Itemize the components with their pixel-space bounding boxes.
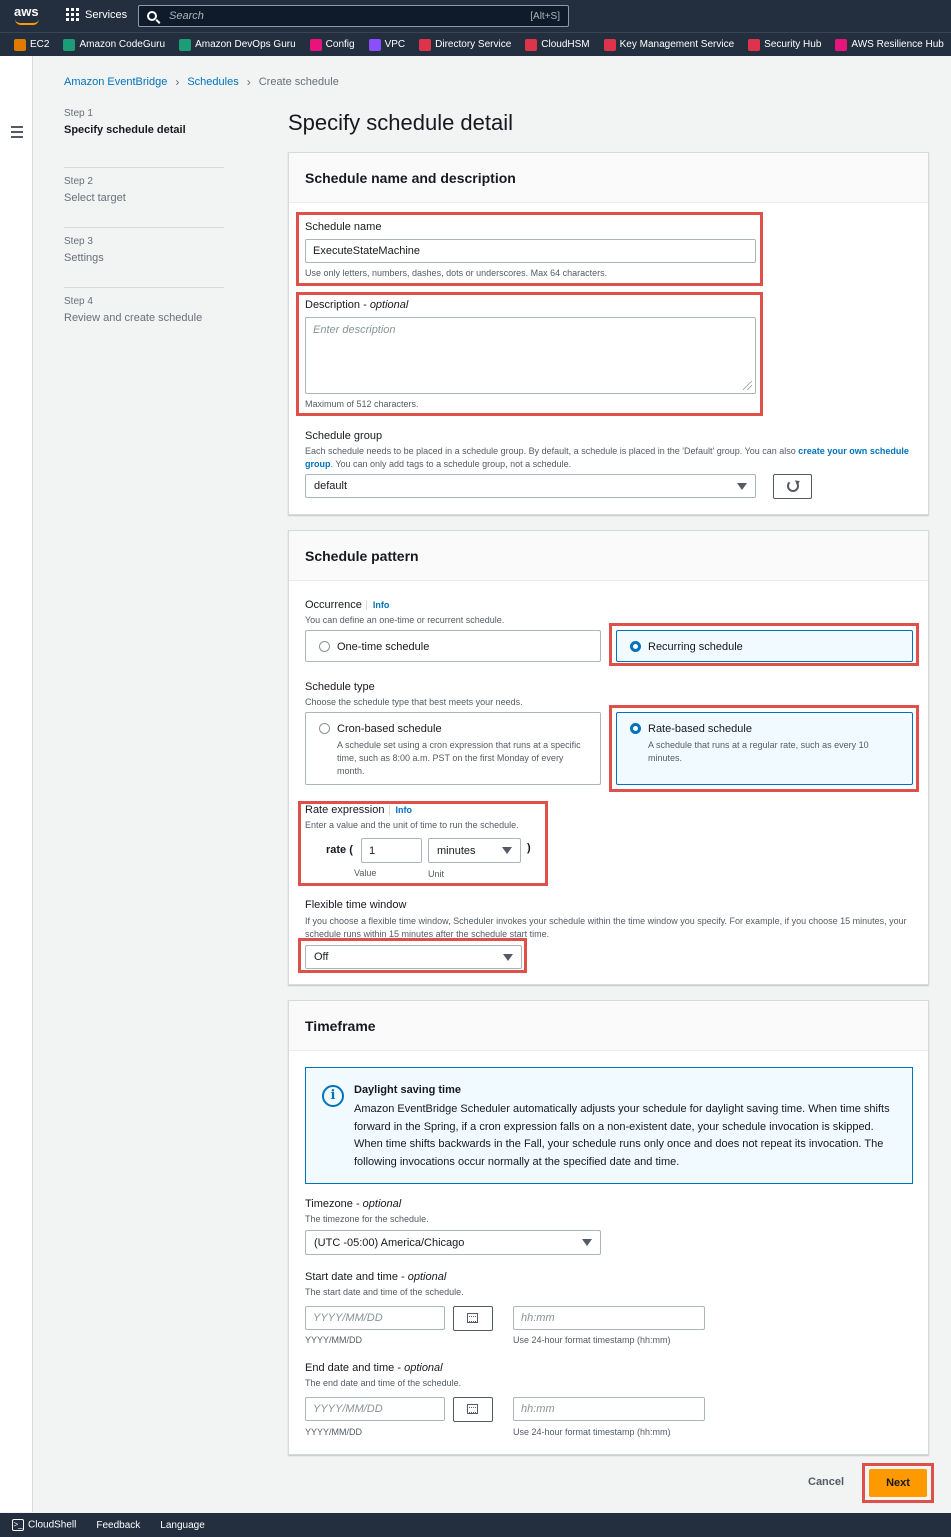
side-navigation-rail	[0, 56, 33, 1512]
schedule-type-hint: Choose the schedule type that best meets your needs.	[305, 697, 523, 707]
cloudshell-button[interactable]	[12, 1519, 76, 1531]
rate-expression-hint: Enter a value and the unit of time to run the schedule.	[305, 820, 519, 830]
end-time-input[interactable]: hh:mm	[513, 1397, 705, 1421]
end-calendar-button[interactable]	[453, 1397, 493, 1422]
rate-expression-label-text: Rate expression	[305, 804, 385, 816]
search-icon	[147, 11, 157, 21]
radio-button[interactable]	[319, 641, 330, 652]
favorite-label: Config	[325, 39, 355, 50]
step-label: Specify schedule detail	[64, 124, 186, 136]
rate-close-paren: )	[527, 842, 531, 854]
optional-tag: optional	[369, 299, 409, 311]
description-label: Description - optional	[305, 299, 409, 311]
panel-title: Schedule pattern	[289, 531, 928, 581]
favorite-item[interactable]	[369, 39, 406, 51]
favorite-label: EC2	[30, 39, 50, 50]
top-navigation	[0, 0, 951, 32]
service-icon	[63, 39, 75, 51]
service-icon	[14, 39, 26, 51]
cron-based-option[interactable]	[305, 712, 601, 785]
service-icon	[604, 39, 616, 51]
step-label: Select target	[64, 192, 126, 204]
service-icon	[310, 39, 322, 51]
rate-info-link[interactable]: Info	[389, 805, 413, 815]
rate-value-input[interactable]: 1	[361, 838, 422, 863]
refresh-icon	[787, 480, 799, 492]
occurrence-info-link[interactable]: Info	[366, 600, 390, 610]
time-caption: Use 24-hour format timestamp (hh:mm)	[513, 1335, 671, 1345]
rate-unit-select[interactable]	[428, 838, 521, 863]
breadcrumb	[64, 75, 339, 89]
favorite-item[interactable]	[179, 39, 296, 51]
aws-logo-text: aws	[14, 4, 39, 19]
favorite-item[interactable]	[63, 39, 165, 51]
favorite-label: Key Management Service	[619, 39, 735, 50]
services-menu[interactable]	[66, 8, 127, 21]
chevron-right-icon: ›	[246, 75, 251, 89]
step-label: Review and create schedule	[64, 312, 203, 324]
step-label: Settings	[64, 252, 104, 264]
start-date-label: Start date and time - optional	[305, 1271, 447, 1283]
timeframe-panel	[288, 1000, 929, 1455]
occurrence-hint: You can define an one-time or recurrent schedule.	[305, 615, 505, 625]
start-time-input[interactable]: hh:mm	[513, 1306, 705, 1330]
ftw-value: Off	[314, 951, 329, 963]
schedule-group-label: Schedule group	[305, 430, 383, 442]
timezone-hint: The timezone for the schedule.	[305, 1214, 429, 1224]
favorite-label: Amazon CodeGuru	[79, 39, 166, 50]
caret-down-icon	[737, 483, 747, 490]
language-link[interactable]: Language	[160, 1519, 205, 1531]
search-input[interactable]	[138, 5, 569, 27]
optional-tag: optional	[407, 1271, 447, 1283]
terminal-icon: >_	[13, 1520, 23, 1529]
alert-title: Daylight saving time	[354, 1084, 461, 1096]
recurring-schedule-option[interactable]	[616, 630, 913, 662]
schedule-name-panel	[288, 152, 929, 515]
breadcrumb-eventbridge[interactable]: Amazon EventBridge	[64, 76, 168, 88]
option-label: Cron-based schedule	[337, 723, 442, 735]
favorite-item[interactable]	[419, 39, 511, 51]
description-placeholder: Enter description	[313, 324, 396, 336]
grid-icon	[66, 8, 79, 21]
cloudshell-label: CloudShell	[28, 1519, 77, 1531]
services-label: Services	[85, 8, 128, 21]
favorites-bar	[0, 32, 951, 56]
option-label: Recurring schedule	[648, 641, 743, 653]
end-date-input[interactable]: YYYY/MM/DD	[305, 1397, 445, 1421]
info-icon: i	[322, 1085, 344, 1107]
rate-unit-value: minutes	[437, 844, 476, 857]
time-caption: Use 24-hour format timestamp (hh:mm)	[513, 1427, 671, 1437]
favorite-item[interactable]	[525, 39, 589, 51]
page-title: Specify schedule detail	[288, 110, 514, 135]
favorite-label: Amazon DevOps Guru	[195, 39, 296, 50]
step-4	[64, 288, 224, 348]
hint-text: Each schedule needs to be placed in a schedule group. By default, a schedule is placed in the 'Default' group. You can also	[305, 446, 799, 456]
unit-caption: Unit	[428, 869, 445, 879]
rate-open-paren: rate (	[326, 844, 353, 856]
flexible-time-window-hint: If you choose a flexible time window, Scheduler invokes your schedule within the time window you specify. For example, if you choose 15 minutes, your schedule runs within 15 minutes after the schedule start time.	[305, 916, 907, 939]
service-icon	[835, 39, 847, 51]
date-caption: YYYY/MM/DD	[305, 1427, 363, 1437]
service-icon	[369, 39, 381, 51]
timezone-label-text: Timezone	[305, 1198, 353, 1210]
start-date-label-text: Start date and time	[305, 1271, 398, 1283]
step-number: Step 3	[64, 236, 93, 247]
hint-text: . You can only add tags to a schedule group, not a schedule.	[330, 459, 572, 469]
caret-down-icon	[502, 847, 512, 854]
panel-title: Schedule name and description	[289, 153, 928, 203]
feedback-link[interactable]: Feedback	[96, 1519, 141, 1531]
dst-info-alert	[305, 1067, 913, 1184]
schedule-group-value: default	[314, 480, 348, 492]
start-calendar-button[interactable]	[453, 1306, 493, 1331]
resize-handle-icon[interactable]	[743, 381, 752, 390]
flexible-time-window-select[interactable]	[305, 945, 522, 969]
service-icon	[419, 39, 431, 51]
one-time-schedule-option[interactable]	[305, 630, 601, 662]
breadcrumb-schedules[interactable]: Schedules	[187, 76, 239, 88]
description-hint: Maximum of 512 characters.	[305, 399, 419, 409]
caret-down-icon	[582, 1239, 592, 1246]
search-shortcut: [Alt+S]	[530, 10, 560, 22]
favorite-label: CloudHSM	[541, 39, 590, 50]
wizard-steps	[64, 108, 224, 348]
panel-title: Timeframe	[289, 1001, 928, 1051]
end-date-label: End date and time - optional	[305, 1362, 443, 1374]
option-label: One-time schedule	[337, 641, 430, 653]
aws-logo[interactable]	[14, 4, 44, 28]
end-date-hint: The end date and time of the schedule.	[305, 1378, 462, 1388]
option-description: A schedule set using a cron expression that runs at a specific time, such as 8:00 a.m. PST on the first Monday of every month.	[337, 740, 581, 776]
alert-body: Amazon EventBridge Scheduler automatically adjusts your schedule for daylight saving time. When time shifts forward in the Spring, if a cron expression falls on a non-existent date, your schedule invocation is skipped. When time shifts backwards in the Fall, your schedule runs only once and does not repeat its invocation. The following invocations occur normally at the specified date and time.	[354, 1103, 890, 1168]
refresh-button[interactable]	[773, 474, 812, 499]
step-number: Step 4	[64, 296, 93, 307]
radio-button-selected[interactable]	[630, 641, 641, 652]
flexible-time-window-label: Flexible time window	[305, 899, 407, 911]
step-2	[64, 168, 224, 228]
timezone-value: (UTC -05:00) America/Chicago	[314, 1236, 465, 1249]
rate-based-option[interactable]	[616, 712, 913, 785]
schedule-group-select[interactable]	[305, 474, 756, 498]
service-icon	[748, 39, 760, 51]
favorite-label: Directory Service	[435, 39, 512, 50]
favorite-item[interactable]	[310, 39, 355, 51]
description-textarea[interactable]	[305, 317, 756, 394]
rate-expression-label	[305, 804, 412, 816]
step-number: Step 1	[64, 108, 93, 119]
schedule-group-link[interactable]: schedule group	[305, 446, 909, 469]
timezone-label: Timezone - optional	[305, 1198, 402, 1210]
option-label: Rate-based schedule	[648, 723, 752, 735]
occurrence-label-text: Occurrence	[305, 599, 362, 611]
step-3	[64, 228, 224, 288]
favorite-label: AWS Resilience Hub	[851, 39, 944, 50]
create-group-link[interactable]: create your own	[798, 446, 868, 456]
schedule-name-hint: Use only letters, numbers, dashes, dots or underscores. Max 64 characters.	[305, 268, 608, 278]
favorite-label: Security Hub	[764, 39, 822, 50]
favorite-item[interactable]	[748, 39, 821, 51]
service-icon	[525, 39, 537, 51]
service-icon	[179, 39, 191, 51]
calendar-icon	[467, 1404, 478, 1414]
schedule-name-input[interactable]: ExecuteStateMachine	[305, 239, 756, 263]
chevron-right-icon: ›	[175, 75, 180, 89]
favorite-item[interactable]	[604, 39, 735, 51]
start-date-hint: The start date and time of the schedule.	[305, 1287, 464, 1297]
caret-down-icon	[503, 954, 513, 961]
description-label-text: Description	[305, 299, 361, 311]
breadcrumb-current: Create schedule	[258, 76, 339, 88]
option-description: A schedule that runs at a regular rate, such as every 10 minutes.	[648, 740, 869, 763]
radio-button[interactable]	[319, 723, 330, 734]
search-placeholder: Search	[169, 10, 204, 22]
favorite-item[interactable]	[835, 39, 943, 51]
calendar-icon	[467, 1313, 478, 1323]
optional-tag: optional	[362, 1198, 402, 1210]
bottom-bar	[0, 1513, 951, 1537]
next-button[interactable]: Next	[869, 1469, 927, 1497]
step-number: Step 2	[64, 176, 93, 187]
date-caption: YYYY/MM/DD	[305, 1335, 363, 1345]
favorite-item[interactable]	[14, 39, 49, 51]
schedule-pattern-panel	[288, 530, 929, 985]
favorite-label: VPC	[384, 39, 406, 50]
end-date-label-text: End date and time	[305, 1362, 395, 1374]
schedule-group-hint	[305, 445, 915, 471]
occurrence-label	[305, 599, 389, 611]
timezone-select[interactable]	[305, 1230, 601, 1255]
optional-tag: optional	[404, 1362, 443, 1374]
cancel-button[interactable]: Cancel	[808, 1476, 845, 1488]
radio-button-selected[interactable]	[630, 723, 641, 734]
step-1	[64, 108, 224, 168]
schedule-type-label: Schedule type	[305, 681, 375, 693]
value-caption: Value	[354, 868, 377, 878]
menu-icon[interactable]	[11, 126, 23, 141]
start-date-input[interactable]: YYYY/MM/DD	[305, 1306, 445, 1330]
schedule-name-label: Schedule name	[305, 221, 382, 233]
